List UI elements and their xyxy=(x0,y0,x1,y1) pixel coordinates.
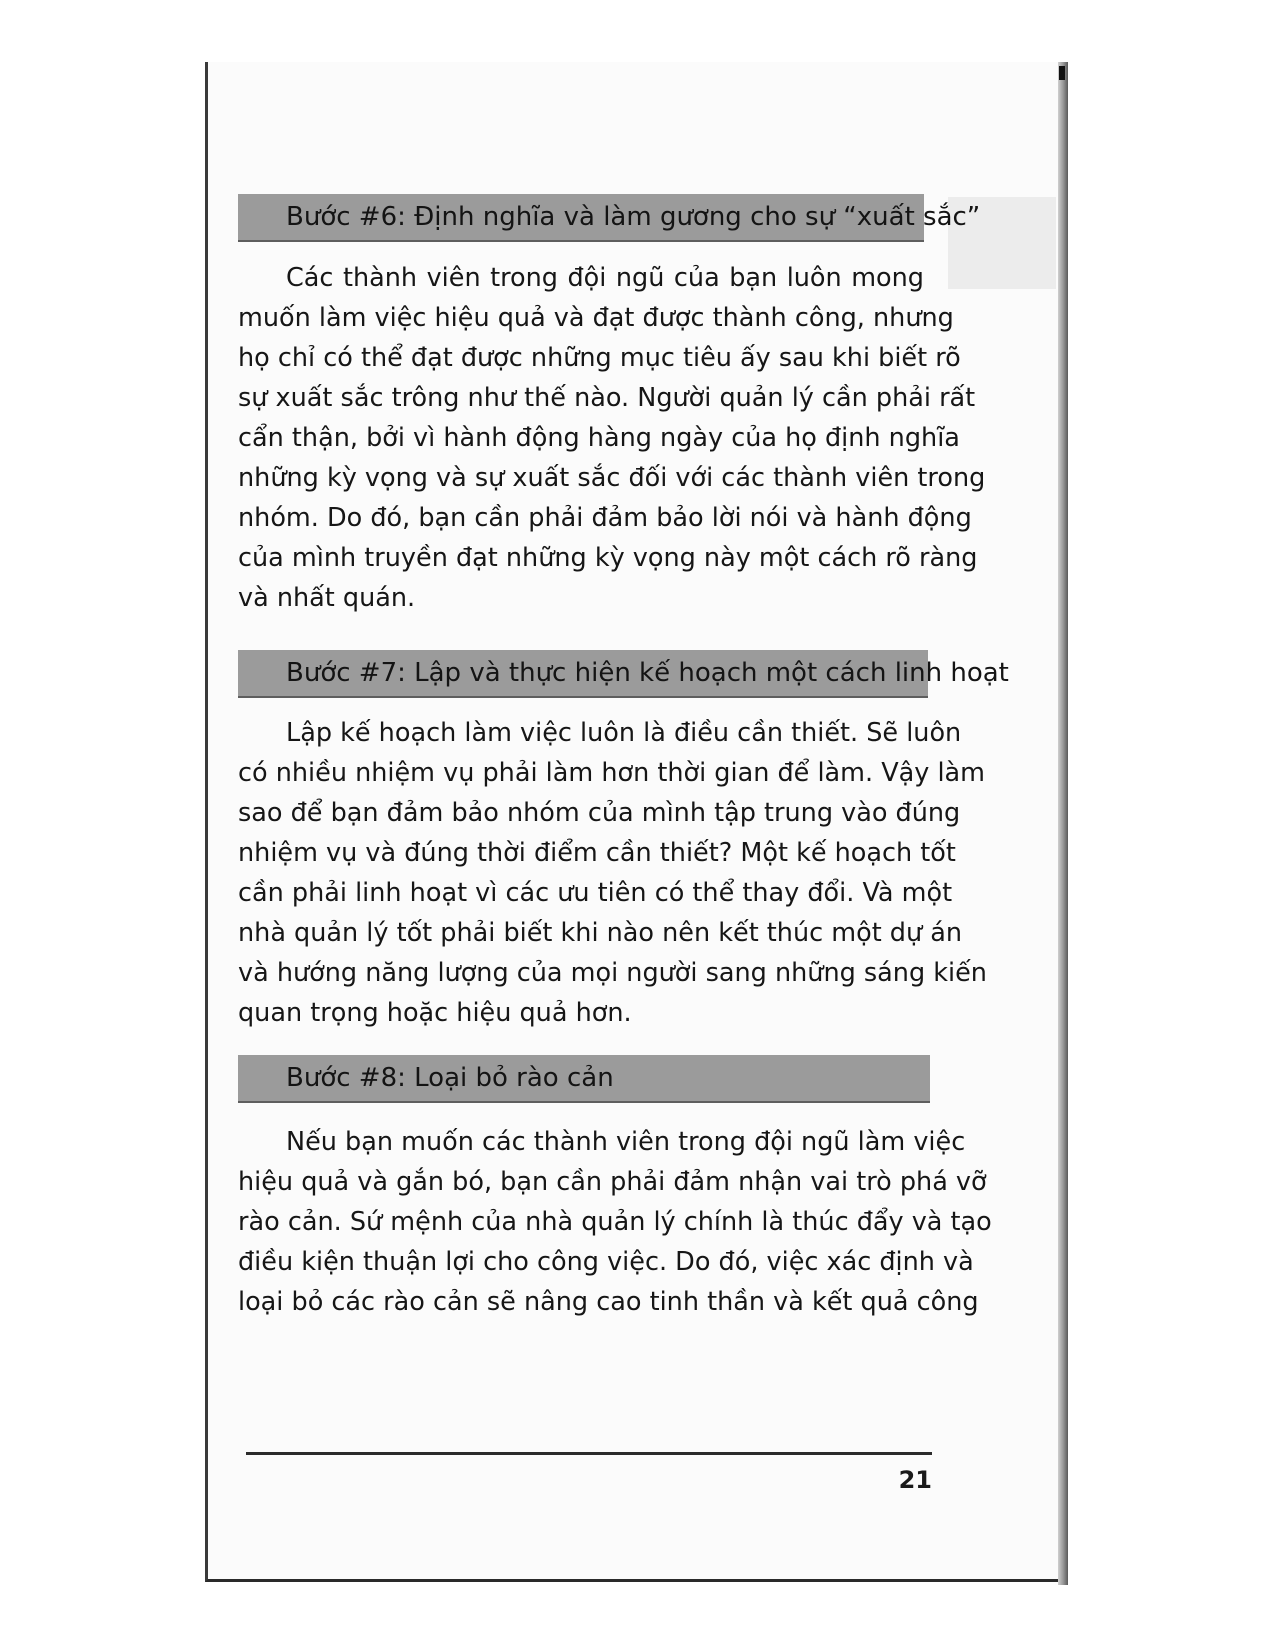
page-number: 21 xyxy=(898,1466,932,1494)
text-line: nhiệm vụ và đúng thời điểm cần thiết? Một kế hoạch tốt xyxy=(238,838,956,868)
text-line: rào cản. Sứ mệnh của nhà quản lý chính là thúc đẩy và tạo xyxy=(238,1207,992,1237)
heading-text: Bước #7: Lập và thực hiện kế hoạch một cách linh hoạt xyxy=(286,658,1009,688)
section-body-step-6 xyxy=(238,258,986,618)
text-line: có nhiều nhiệm vụ phải làm hơn thời gian để làm. Vậy làm xyxy=(238,758,986,788)
text-line: Lập kế hoạch làm việc luôn là điều cần thiết. Sẽ luôn xyxy=(286,718,962,748)
text-line: muốn làm việc hiệu quả và đạt được thành công, nhưng xyxy=(238,303,954,333)
heading-text: Bước #6: Định nghĩa và làm gương cho sự “xuất sắc” xyxy=(286,202,981,232)
section-body-step-8 xyxy=(238,1122,992,1322)
text-line: Nếu bạn muốn các thành viên trong đội ngũ làm việc xyxy=(286,1127,966,1157)
text-line: điều kiện thuận lợi cho công việc. Do đó, việc xác định và xyxy=(238,1247,974,1277)
text-line: sao để bạn đảm bảo nhóm của mình tập trung vào đúng xyxy=(238,798,961,828)
footer-rule xyxy=(246,1452,932,1455)
text-line: quan trọng hoặc hiệu quả hơn. xyxy=(238,998,632,1028)
text-line: họ chỉ có thể đạt được những mục tiêu ấy sau khi biết rõ xyxy=(238,343,961,373)
text-line: cần phải linh hoạt vì các ưu tiên có thể thay đổi. Và một xyxy=(238,878,953,908)
text-line: loại bỏ các rào cản sẽ nâng cao tinh thần và kết quả công xyxy=(238,1287,979,1317)
section-heading-step-7 xyxy=(238,650,1009,698)
text-line: và nhất quán. xyxy=(238,583,416,613)
book-spine xyxy=(1058,62,1068,1585)
text-line: hiệu quả và gắn bó, bạn cần phải đảm nhận vai trò phá vỡ xyxy=(238,1167,987,1197)
section-heading-step-8 xyxy=(238,1055,930,1103)
text-line: cẩn thận, bởi vì hành động hàng ngày của họ định nghĩa xyxy=(238,423,960,453)
text-line: sự xuất sắc trông như thế nào. Người quản lý cần phải rất xyxy=(238,383,976,413)
text-line: nhà quản lý tốt phải biết khi nào nên kết thúc một dự án xyxy=(238,918,963,948)
text-line: Các thành viên trong đội ngũ của bạn luôn mong xyxy=(286,263,924,293)
text-line: của mình truyền đạt những kỳ vọng này một cách rõ ràng xyxy=(238,543,978,573)
text-line: những kỳ vọng và sự xuất sắc đối với các thành viên trong xyxy=(238,463,986,493)
section-heading-step-6 xyxy=(238,194,981,242)
text-line: nhóm. Do đó, bạn cần phải đảm bảo lời nói và hành động xyxy=(238,503,972,533)
spine-mark xyxy=(1059,66,1065,80)
heading-text: Bước #8: Loại bỏ rào cản xyxy=(286,1063,614,1093)
section-body-step-7 xyxy=(238,713,987,1033)
text-line: và hướng năng lượng của mọi người sang những sáng kiến xyxy=(238,958,987,988)
